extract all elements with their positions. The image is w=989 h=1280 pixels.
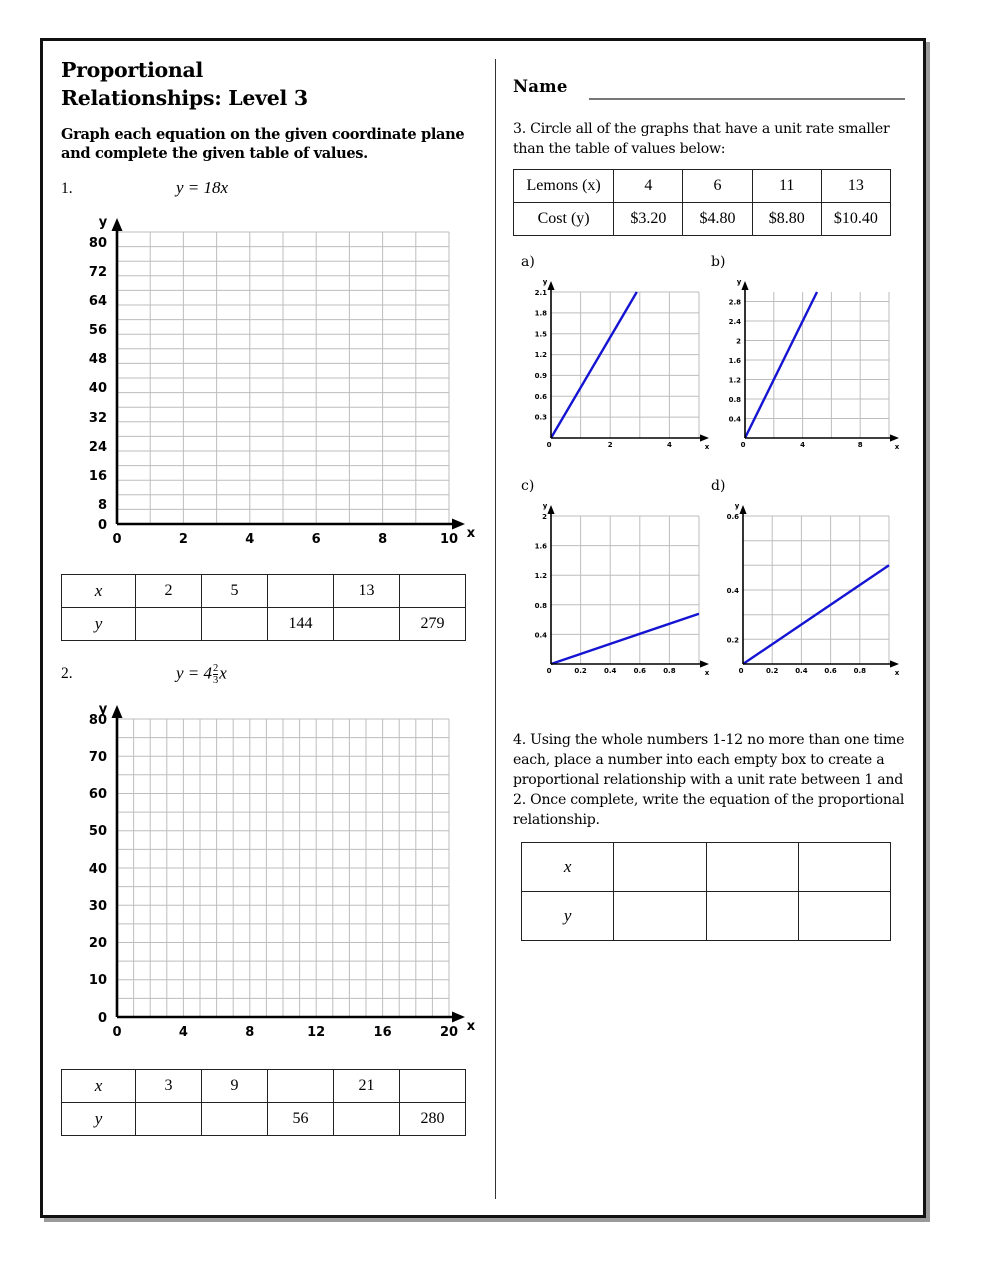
p2-x-cell-2[interactable] xyxy=(268,1070,334,1103)
y-tick-0.8: 0.8 xyxy=(534,601,547,610)
x-tick-8: 8 xyxy=(245,1025,255,1041)
problem-2-equation xyxy=(176,663,227,686)
y-tick-64: 64 xyxy=(88,294,107,310)
p1-x-cell-3[interactable]: 13 xyxy=(334,575,400,608)
grid-lines xyxy=(551,516,699,664)
choice-a-letter: a) xyxy=(521,254,535,270)
p4-y-label: y xyxy=(522,892,614,941)
choice-a-graph xyxy=(521,270,711,460)
x-tick-0: 0 xyxy=(740,441,746,449)
p1-y-cell-2[interactable]: 144 xyxy=(268,608,334,641)
p1-x-cell-2[interactable] xyxy=(268,575,334,608)
problem-4-table xyxy=(521,842,891,941)
p2-y-cell-4[interactable]: 280 xyxy=(400,1103,466,1136)
x-axis-title: x xyxy=(704,443,710,451)
x-tick-0.6: 0.6 xyxy=(824,667,837,675)
problem-2-equation-var: x xyxy=(219,663,227,683)
y-tick-0: 0 xyxy=(97,518,107,534)
cost-cell-3: $10.40 xyxy=(821,203,890,236)
p4-y-cell-2[interactable] xyxy=(798,892,890,941)
instructions-text: Graph each equation on the given coordinate plane and complete the given table of values. xyxy=(61,126,465,163)
p1-x-cell-0[interactable]: 2 xyxy=(136,575,202,608)
p4-x-cell-0[interactable] xyxy=(614,843,706,892)
problem-2-fraction-numerator: 2 xyxy=(213,663,219,675)
axes xyxy=(551,512,701,664)
lemons-cell-3: 13 xyxy=(821,170,890,203)
p1-x-label: x xyxy=(62,575,136,608)
y-tick-0.9: 0.9 xyxy=(534,372,547,380)
x-axis-title: x xyxy=(704,669,710,677)
y-tick-1.8: 1.8 xyxy=(534,309,547,318)
x-tick-0.4: 0.4 xyxy=(795,667,808,675)
y-tick-2: 2 xyxy=(542,513,547,521)
y-tick-40: 40 xyxy=(88,862,107,878)
x-axis-arrow xyxy=(890,660,899,667)
x-axis-title: x xyxy=(894,443,900,451)
y-tick-8: 8 xyxy=(97,498,107,514)
x-tick-16: 16 xyxy=(373,1025,392,1041)
p1-x-cell-4[interactable] xyxy=(400,575,466,608)
y-axis-title: y xyxy=(98,215,108,231)
p1-y-cell-3[interactable] xyxy=(334,608,400,641)
y-tick-0.6: 0.6 xyxy=(726,513,739,521)
lemons-cell-1: 6 xyxy=(683,170,752,203)
x-tick-2: 2 xyxy=(607,441,613,449)
y-axis-arrow xyxy=(741,281,748,290)
column-divider xyxy=(495,59,496,1199)
table-row xyxy=(62,575,466,608)
left-column xyxy=(61,51,485,1136)
y-tick-0.6: 0.6 xyxy=(534,392,547,401)
y-axis-title: y xyxy=(542,502,548,510)
p1-y-cell-4[interactable]: 279 xyxy=(400,608,466,641)
y-tick-48: 48 xyxy=(88,352,107,368)
grid-lines xyxy=(117,232,449,524)
problem-1-graph xyxy=(61,212,485,562)
choice-c[interactable] xyxy=(521,478,716,694)
page-title xyxy=(61,57,485,112)
y-tick-80: 80 xyxy=(88,236,107,252)
axis-tick-labels xyxy=(729,278,900,451)
cost-cell-0: $3.20 xyxy=(614,203,683,236)
problem-2-fraction xyxy=(213,663,218,686)
y-tick-40: 40 xyxy=(88,381,107,397)
choice-c-line xyxy=(551,614,699,664)
problem-2-coordinate-plane xyxy=(61,697,476,1057)
p2-x-label: x xyxy=(62,1070,136,1103)
y-tick-0: 0 xyxy=(97,1011,107,1027)
x-tick-4: 4 xyxy=(245,532,255,548)
choice-d-letter: d) xyxy=(711,478,726,494)
x-tick-0: 0 xyxy=(738,667,744,675)
y-tick-0.3: 0.3 xyxy=(534,413,547,422)
p2-y-cell-2[interactable]: 56 xyxy=(268,1103,334,1136)
problem-2-number: 2. xyxy=(61,665,73,683)
choice-c-letter: c) xyxy=(521,478,535,494)
y-axis-arrow xyxy=(112,705,123,718)
p2-y-cell-0[interactable] xyxy=(136,1103,202,1136)
problem-3-choices-row-1 xyxy=(513,254,909,476)
table-row xyxy=(514,203,891,236)
problem-2-table xyxy=(61,1069,466,1136)
x-axis-arrow xyxy=(890,434,899,441)
y-tick-1.2: 1.2 xyxy=(534,351,547,360)
y-axis-title: y xyxy=(542,278,548,286)
x-tick-8: 8 xyxy=(378,532,388,548)
right-column xyxy=(513,51,909,941)
problem-2-fraction-denominator: 3 xyxy=(213,675,219,687)
y-axis-title: y xyxy=(734,502,740,510)
x-tick-0.8: 0.8 xyxy=(663,667,676,675)
axis-tick-labels xyxy=(89,702,476,1040)
axes xyxy=(745,288,891,438)
worksheet-page xyxy=(40,38,926,1218)
y-tick-72: 72 xyxy=(88,265,107,281)
x-axis-arrow xyxy=(452,519,465,530)
name-input-line[interactable] xyxy=(589,98,905,100)
y-tick-1.5: 1.5 xyxy=(534,330,547,339)
p1-y-cell-0[interactable] xyxy=(136,608,202,641)
p2-x-cell-4[interactable] xyxy=(400,1070,466,1103)
axis-tick-labels xyxy=(535,502,710,677)
choice-b-letter: b) xyxy=(711,254,726,270)
problem-1-equation-lead: y = 18 xyxy=(176,178,221,198)
choice-b-line xyxy=(745,292,817,438)
cost-row-label: Cost (y) xyxy=(514,203,614,236)
x-tick-0: 0 xyxy=(546,441,552,449)
x-axis-arrow xyxy=(700,434,709,441)
axis-tick-labels xyxy=(535,278,710,451)
problem-1-coordinate-plane xyxy=(61,212,476,562)
x-tick-20: 20 xyxy=(439,1025,459,1041)
axes xyxy=(743,512,891,664)
y-axis-arrow xyxy=(547,505,554,514)
p2-x-cell-3[interactable]: 21 xyxy=(334,1070,400,1103)
problem-1-table xyxy=(61,574,466,641)
axes xyxy=(117,715,453,1017)
p4-x-label: x xyxy=(522,843,614,892)
problem-1-equation-var: x xyxy=(220,178,229,198)
p4-x-cell-2[interactable] xyxy=(798,843,890,892)
x-axis-title: x xyxy=(466,526,476,542)
x-tick-8: 8 xyxy=(857,441,863,449)
x-tick-0.2: 0.2 xyxy=(765,667,779,675)
problem-2-graph xyxy=(61,697,485,1057)
choice-b[interactable] xyxy=(711,254,901,465)
y-tick-80: 80 xyxy=(88,713,107,729)
y-axis-title: y xyxy=(736,278,742,286)
y-tick-56: 56 xyxy=(88,323,107,339)
table-row xyxy=(522,892,891,941)
lemons-cell-0: 4 xyxy=(614,170,683,203)
grid-lines xyxy=(745,292,889,438)
y-tick-1.2: 1.2 xyxy=(728,376,741,385)
y-tick-32: 32 xyxy=(88,411,107,427)
cost-cell-1: $4.80 xyxy=(683,203,752,236)
axes xyxy=(117,228,453,524)
y-axis-arrow xyxy=(739,505,746,514)
name-field-row xyxy=(513,77,909,107)
x-axis-title: x xyxy=(894,669,900,677)
problem-3-lemons-table xyxy=(513,169,891,236)
choice-a[interactable] xyxy=(521,254,711,465)
y-tick-0.4: 0.4 xyxy=(726,587,739,595)
x-tick-0: 0 xyxy=(546,667,552,675)
problem-2-heading xyxy=(61,663,485,697)
y-tick-1.6: 1.6 xyxy=(534,542,547,551)
problem-4-prompt: 4. Using the whole numbers 1-12 no more than one time each, place a number into each empty box to create a proportional relationship with a unit rate between 1 and 2. Once complete, write the equation of the proportional relationship. xyxy=(513,732,905,828)
y-tick-20: 20 xyxy=(88,936,107,952)
title-line-1: Proportional xyxy=(61,58,204,82)
lemons-cell-2: 11 xyxy=(752,170,821,203)
y-tick-0.4: 0.4 xyxy=(534,631,547,640)
x-tick-4: 4 xyxy=(800,441,806,449)
x-tick-0.4: 0.4 xyxy=(603,667,617,675)
choice-b-graph xyxy=(711,270,901,460)
p4-y-cell-1[interactable] xyxy=(706,892,798,941)
y-tick-2.1: 2.1 xyxy=(534,289,547,297)
table-row xyxy=(62,1103,466,1136)
p4-x-cell-1[interactable] xyxy=(706,843,798,892)
y-tick-16: 16 xyxy=(88,469,107,485)
p2-y-cell-3[interactable] xyxy=(334,1103,400,1136)
problem-1-heading xyxy=(61,178,485,212)
problem-3-choices-row-2 xyxy=(513,478,909,708)
y-tick-30: 30 xyxy=(88,899,107,915)
y-tick-24: 24 xyxy=(88,440,107,456)
y-tick-0.2: 0.2 xyxy=(726,636,739,645)
x-tick-6: 6 xyxy=(311,532,321,548)
y-tick-10: 10 xyxy=(88,973,107,989)
y-tick-1.2: 1.2 xyxy=(534,572,547,581)
y-tick-70: 70 xyxy=(88,750,107,766)
y-tick-60: 60 xyxy=(88,787,107,803)
title-line-2: Relationships: Level 3 xyxy=(61,85,308,110)
choice-d[interactable] xyxy=(711,478,906,694)
problem-1-equation xyxy=(176,178,228,198)
axis-tick-labels xyxy=(89,215,476,547)
x-tick-2: 2 xyxy=(178,532,188,548)
problem-3-prompt: 3. Circle all of the graphs that have a unit rate smaller than the table of values below: xyxy=(513,121,890,157)
grid-lines xyxy=(743,516,889,664)
y-axis-arrow xyxy=(547,281,554,290)
x-tick-0.8: 0.8 xyxy=(853,667,867,675)
x-tick-0: 0 xyxy=(112,1025,122,1041)
y-tick-2: 2 xyxy=(736,337,741,346)
x-tick-4: 4 xyxy=(178,1025,188,1041)
p2-y-label: y xyxy=(62,1103,136,1136)
grid-lines xyxy=(117,719,449,1017)
problem-1-number: 1. xyxy=(61,180,73,198)
x-tick-0.2: 0.2 xyxy=(574,667,587,675)
p2-y-cell-1[interactable] xyxy=(202,1103,268,1136)
lemons-row-label: Lemons (x) xyxy=(514,170,614,203)
table-row xyxy=(62,1070,466,1103)
y-tick-0.8: 0.8 xyxy=(728,396,741,404)
choice-a-line xyxy=(551,292,637,438)
y-tick-1.6: 1.6 xyxy=(728,357,741,365)
choice-c-graph xyxy=(521,494,716,689)
x-tick-0: 0 xyxy=(112,532,122,548)
p1-y-cell-1[interactable] xyxy=(202,608,268,641)
x-tick-10: 10 xyxy=(439,532,459,548)
table-row xyxy=(522,843,891,892)
table-row xyxy=(62,608,466,641)
x-axis-arrow xyxy=(700,660,709,667)
y-tick-0.4: 0.4 xyxy=(728,415,741,424)
problem-2-equation-lead: y = 4 xyxy=(176,663,213,683)
y-tick-2.4: 2.4 xyxy=(728,318,741,326)
y-axis-title: y xyxy=(98,702,108,718)
x-tick-4: 4 xyxy=(666,441,672,449)
p2-x-cell-1[interactable]: 9 xyxy=(202,1070,268,1103)
name-label: Name xyxy=(513,77,568,96)
x-tick-0.6: 0.6 xyxy=(633,667,647,675)
p1-x-cell-1[interactable]: 5 xyxy=(202,575,268,608)
p2-x-cell-0[interactable]: 3 xyxy=(136,1070,202,1103)
cost-cell-2: $8.80 xyxy=(752,203,821,236)
choice-d-graph xyxy=(711,494,906,689)
y-tick-2.8: 2.8 xyxy=(728,298,741,307)
p4-y-cell-0[interactable] xyxy=(614,892,706,941)
y-tick-50: 50 xyxy=(88,824,107,840)
x-axis-arrow xyxy=(452,1012,465,1023)
y-axis-arrow xyxy=(112,218,123,231)
x-axis-title: x xyxy=(466,1019,476,1035)
table-row xyxy=(514,170,891,203)
p1-y-label: y xyxy=(62,608,136,641)
x-tick-12: 12 xyxy=(307,1025,326,1041)
